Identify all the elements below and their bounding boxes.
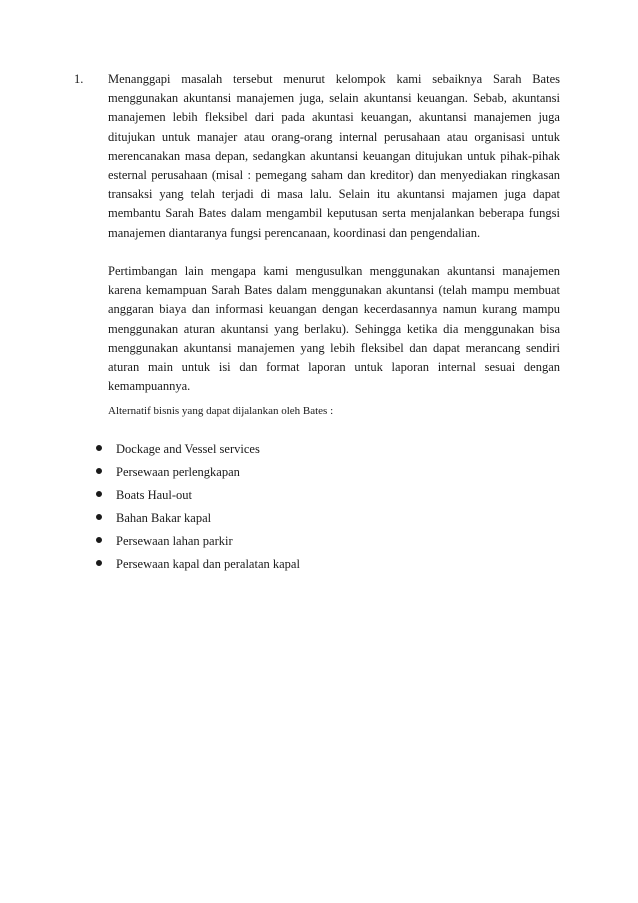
list-item [92, 555, 300, 578]
list-item-text: Bahan Bakar kapal [116, 511, 212, 525]
bullet-icon [96, 491, 102, 497]
list-item-number: 1. [74, 72, 84, 86]
bullet-icon [96, 560, 102, 566]
list-item-text: Dockage and Vessel services [116, 442, 260, 456]
business-alternatives-list [92, 440, 300, 578]
list-item [92, 532, 300, 555]
list-item-text: Boats Haul-out [116, 488, 193, 502]
paragraph-additional-consideration: Pertimbangan lain mengapa kami mengusulkan menggunakan akuntansi manajemen karena kemampuan Sarah Bates dalam menggunakan akuntansi (telah mampu membuat anggaran biaya dan informasi keuangan dengan kecerdasannya namun kurang mampu menggunakan aturan akuntansi yang berlaku). Sehingga ketika dia menggunakan bisa menggunakan akuntansi manajemen yang lebih fleksibel dan dapat merancang sendiri aturan main untuk isi dan format laporan untuk laporan internal sesuai dengan kemampuannya. [108, 264, 560, 394]
list-item [92, 463, 300, 486]
list-item-text: Persewaan lahan parkir [116, 534, 233, 548]
paragraph-business-alternatives-intro: Alternatif bisnis yang dapat dijalankan oleh Bates : [108, 405, 334, 417]
list-item [92, 486, 300, 509]
list-item-text: Persewaan perlengkapan [116, 465, 240, 479]
bullet-icon [96, 514, 102, 520]
bullet-icon [96, 537, 102, 543]
bullet-icon [96, 468, 102, 474]
list-item-text: Persewaan kapal dan peralatan kapal [116, 557, 300, 571]
bullet-icon [96, 445, 102, 451]
list-item [92, 509, 300, 532]
list-item [92, 440, 300, 463]
paragraph-management-accounting-recommendation: Menanggapi masalah tersebut menurut kelompok kami sebaiknya Sarah Bates menggunakan akuntansi manajemen juga, selain akuntansi keuangan. Sebab, akuntansi manajemen lebih fleksibel dari pada akuntasi keuangan, akuntansi manajemen juga ditujukan untuk manajer atau orang-orang internal perusahaan atau organisasi untuk merencanakan masa depan, sedangkan akuntansi keuangan ditujukan untuk pihak-pihak esternal perusahaan (misal : pemegang saham dan kreditor) dan menyediakan ringkasan transaksi yang telah terjadi di masa lalu. Selain itu akuntansi majamen juga dapat membantu Sarah Bates dalam mengambil keputusan serta menjalankan beberapa fungsi manajemen diantaranya fungsi perencanaan, koordinasi dan pengendalian. [108, 72, 560, 240]
